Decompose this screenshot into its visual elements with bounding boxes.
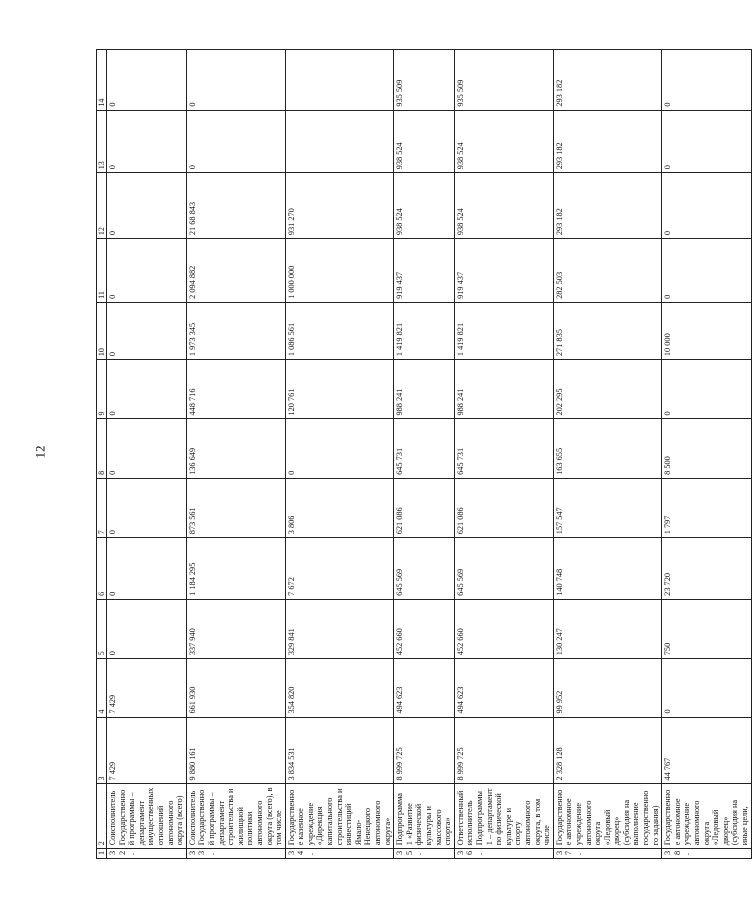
- value-cell: 9 880 161: [186, 717, 285, 784]
- value-cell: 1 419 821: [394, 302, 455, 359]
- value-cell: 3 834 531: [285, 717, 394, 784]
- value-cell: 938 524: [454, 110, 553, 173]
- value-cell: [285, 110, 394, 173]
- value-cell: 7 429: [107, 659, 187, 717]
- value-cell: 645 731: [454, 419, 553, 478]
- value-cell: 0: [662, 659, 751, 717]
- value-cell: 645 569: [454, 538, 553, 600]
- row-name-cell: Подпрограмма 1 «Развитие физической культуры и массового спорта»: [394, 784, 455, 849]
- row-number-cell: 37.: [553, 849, 662, 859]
- table-row: [186, 50, 285, 859]
- header-cell: 7: [97, 478, 107, 537]
- row-name-cell: Соисполнитель Государственной программы – департамент строительства и жилищной политики автономного округа (всего), в том числе: [186, 784, 285, 849]
- value-cell: 0: [107, 110, 187, 173]
- value-cell: 7 429: [107, 717, 187, 784]
- value-cell: 282 503: [553, 239, 662, 303]
- value-cell: 0: [107, 239, 187, 303]
- value-cell: 163 655: [553, 419, 662, 478]
- value-cell: 0: [662, 173, 751, 239]
- value-cell: 8 999 725: [394, 717, 455, 784]
- value-cell: 0: [285, 419, 394, 478]
- header-cell: 4: [97, 659, 107, 717]
- value-cell: 10 000: [662, 302, 751, 359]
- budget-table-rotated: [96, 49, 749, 859]
- header-cell: 13: [97, 110, 107, 173]
- row-number-cell: 35.: [394, 849, 455, 859]
- header-cell: 9: [97, 360, 107, 419]
- value-cell: 8 500: [662, 419, 751, 478]
- value-cell: 21 68 843: [186, 173, 285, 239]
- value-cell: 3 806: [285, 478, 394, 537]
- value-cell: 750: [662, 599, 751, 658]
- row-number-cell: 32.: [107, 849, 187, 859]
- row-number-cell: 38.: [662, 849, 751, 859]
- row-number-cell: 33.: [186, 849, 285, 859]
- value-cell: 354 820: [285, 659, 394, 717]
- row-name-cell: Ответственный исполнитель Подпрограммы 1 – департамент по физической культуре и спорту автономного округа, в том числе: [454, 784, 553, 849]
- row-name-cell: Государственное автономное учреждение автономного округа «Ледовый дворец» (субсидия на иные цели,: [662, 784, 751, 849]
- value-cell: 0: [107, 360, 187, 419]
- value-cell: 136 649: [186, 419, 285, 478]
- value-cell: 938 524: [454, 173, 553, 239]
- row-number-cell: 36.: [454, 849, 553, 859]
- value-cell: 0: [107, 50, 187, 111]
- value-cell: 0: [107, 419, 187, 478]
- value-cell: 1 973 345: [186, 302, 285, 359]
- value-cell: 1 419 821: [454, 302, 553, 359]
- row-number-cell: 34.: [285, 849, 394, 859]
- value-cell: 452 660: [454, 599, 553, 658]
- header-cell: 3: [97, 717, 107, 784]
- value-cell: 293 182: [553, 110, 662, 173]
- value-cell: 271 835: [553, 302, 662, 359]
- value-cell: 645 731: [394, 419, 455, 478]
- table-body: [97, 50, 752, 859]
- value-cell: 23 720: [662, 538, 751, 600]
- value-cell: 938 524: [394, 110, 455, 173]
- table-row: [285, 50, 394, 859]
- value-cell: 130 247: [553, 599, 662, 658]
- header-row: [97, 50, 107, 859]
- value-cell: 935 509: [454, 50, 553, 111]
- value-cell: 293 182: [553, 173, 662, 239]
- header-cell: 5: [97, 599, 107, 658]
- value-cell: 645 569: [394, 538, 455, 600]
- value-cell: 1 797: [662, 478, 751, 537]
- value-cell: 931 270: [285, 173, 394, 239]
- table-row: [662, 50, 751, 859]
- value-cell: 140 748: [553, 538, 662, 600]
- value-cell: 1 184 295: [186, 538, 285, 600]
- table-row: [394, 50, 455, 859]
- budget-table: [96, 49, 752, 859]
- value-cell: 494 623: [394, 659, 455, 717]
- value-cell: 120 761: [285, 360, 394, 419]
- value-cell: 157 547: [553, 478, 662, 537]
- value-cell: 99 952: [553, 659, 662, 717]
- value-cell: 329 841: [285, 599, 394, 658]
- header-cell: 11: [97, 239, 107, 303]
- value-cell: 8 999 725: [454, 717, 553, 784]
- value-cell: 938 524: [394, 173, 455, 239]
- header-cell: 2: [97, 784, 107, 849]
- value-cell: 661 930: [186, 659, 285, 717]
- value-cell: [285, 50, 394, 111]
- value-cell: 44 767: [662, 717, 751, 784]
- value-cell: 7 672: [285, 538, 394, 600]
- value-cell: 0: [107, 302, 187, 359]
- value-cell: 2 328 128: [553, 717, 662, 784]
- header-cell: 14: [97, 50, 107, 111]
- header-cell: 8: [97, 419, 107, 478]
- value-cell: 494 623: [454, 659, 553, 717]
- value-cell: 0: [662, 50, 751, 111]
- value-cell: 0: [107, 538, 187, 600]
- value-cell: 988 241: [454, 360, 553, 419]
- value-cell: 873 561: [186, 478, 285, 537]
- value-cell: 448 716: [186, 360, 285, 419]
- row-name-cell: Государственное автономное учреждение автономного округа «Ледовый дворец» (субсидия на выполнение государственного задания): [553, 784, 662, 849]
- value-cell: 919 437: [394, 239, 455, 303]
- table-row: [454, 50, 553, 859]
- value-cell: 621 086: [454, 478, 553, 537]
- table-row: [553, 50, 662, 859]
- value-cell: 0: [662, 110, 751, 173]
- value-cell: 1 086 561: [285, 302, 394, 359]
- value-cell: 621 086: [394, 478, 455, 537]
- value-cell: 0: [186, 110, 285, 173]
- value-cell: 0: [107, 599, 187, 658]
- header-cell: 1: [97, 849, 107, 859]
- header-cell: 10: [97, 302, 107, 359]
- value-cell: 293 182: [553, 50, 662, 111]
- budget-table-frame: [96, 49, 749, 859]
- value-cell: 2 094 882: [186, 239, 285, 303]
- value-cell: 935 509: [394, 50, 455, 111]
- value-cell: 1 000 000: [285, 239, 394, 303]
- value-cell: 0: [107, 478, 187, 537]
- value-cell: 0: [662, 360, 751, 419]
- row-name-cell: Соисполнитель Государственной программы – департамент имущественных отношений автономного округа (всего): [107, 784, 187, 849]
- value-cell: 0: [107, 173, 187, 239]
- header-cell: 6: [97, 538, 107, 600]
- value-cell: 0: [662, 239, 751, 303]
- value-cell: 202 295: [553, 360, 662, 419]
- table-row: [107, 50, 187, 859]
- value-cell: 452 660: [394, 599, 455, 658]
- header-cell: 12: [97, 173, 107, 239]
- row-name-cell: Государственное казенное учреждение «Дирекция капитального строительства и инвестиций Ямало-Ненецкого автономного округа»: [285, 784, 394, 849]
- value-cell: 337 940: [186, 599, 285, 658]
- value-cell: 0: [186, 50, 285, 111]
- value-cell: 988 241: [394, 360, 455, 419]
- value-cell: 919 437: [454, 239, 553, 303]
- page-number: 12: [32, 445, 48, 459]
